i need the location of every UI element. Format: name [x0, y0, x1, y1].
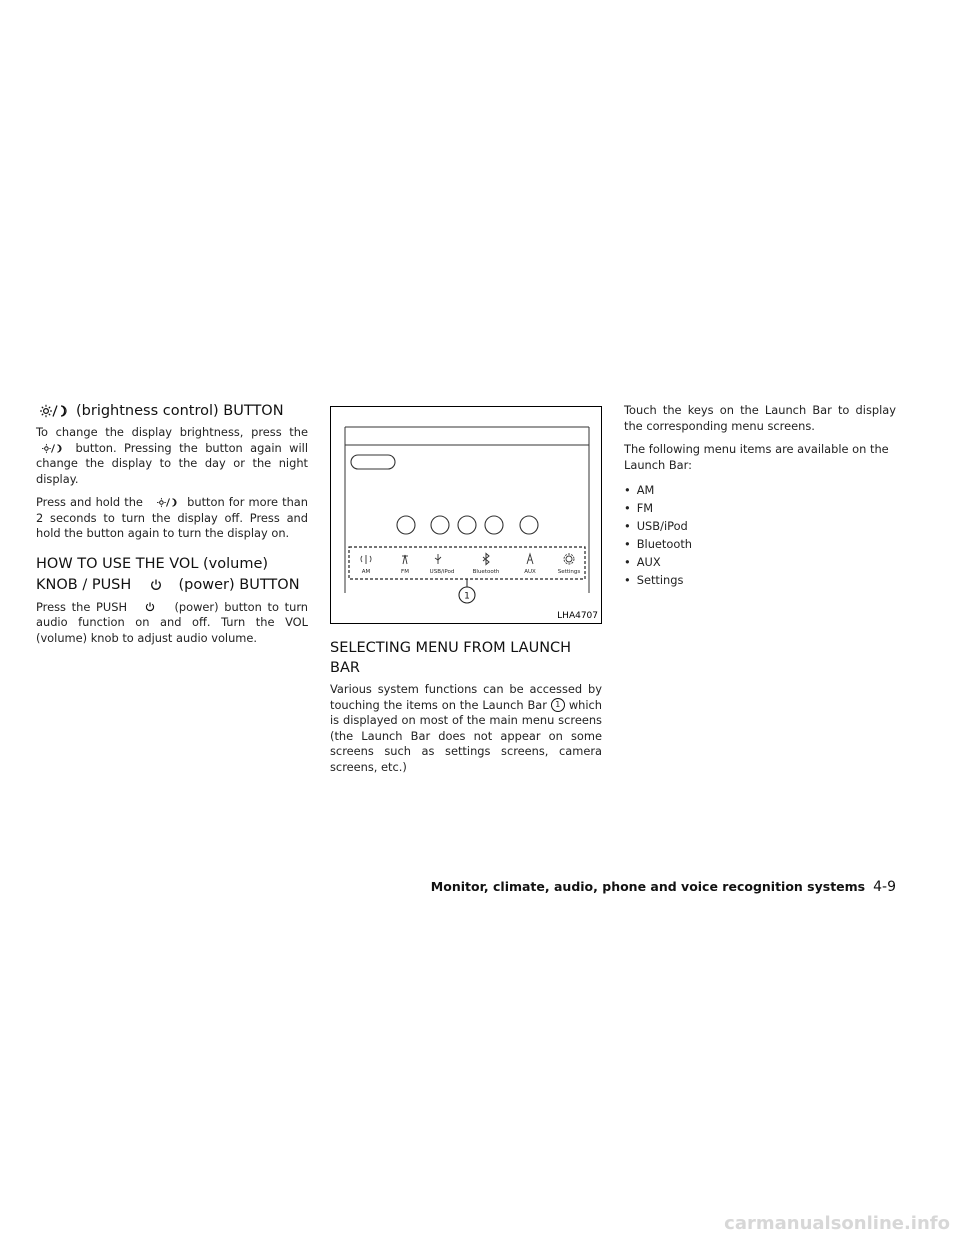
launch-bar-figure [330, 406, 602, 624]
launch-item-bluetooth: Bluetooth [472, 569, 500, 575]
brightness-control-icon [157, 497, 179, 508]
settings-gear-icon [564, 554, 574, 564]
launch-item-aux: AUX [524, 569, 536, 575]
figure-code: LHA4707 [557, 611, 598, 621]
list-item: • AM [624, 481, 896, 499]
launch-item-am: AM [361, 569, 371, 575]
page-footer [420, 876, 896, 895]
callout-marker: 1 [551, 698, 565, 712]
screen-circle-2 [431, 516, 449, 534]
usb-icon [435, 554, 441, 564]
screen-pill-button [351, 455, 395, 469]
launch-item-fm: FM [401, 569, 409, 575]
left-column [36, 400, 308, 654]
callout-number: 1 [464, 591, 470, 602]
power-icon [145, 602, 155, 612]
bluetooth-icon [483, 554, 489, 565]
aux-icon [527, 554, 533, 564]
right-column [624, 400, 896, 589]
power-icon [150, 579, 162, 591]
section-title: Monitor, climate, audio, phone and voice recognition systems [430, 879, 866, 894]
brightness-control-icon [40, 404, 70, 418]
vol-paragraph: Press the PUSH (power) button to turn audio function on and off. Turn the VOL (volume) knob to adjust audio volume. [36, 599, 309, 645]
antenna-icon [361, 555, 371, 564]
brightness-paragraph-1: To change the display brightness, press the button. Pressing the button again will change the display to the day or the night display. [36, 425, 308, 486]
screen-circle-1 [397, 516, 415, 534]
launch-item-settings: Settings [557, 569, 581, 575]
watermark: carmanualsonline.info [724, 1213, 950, 1234]
launch-item-usb-ipod: USB/iPod [429, 569, 455, 575]
launch-bar-dashed-box [349, 547, 585, 579]
menu-items-list [624, 481, 896, 589]
brightness-control-icon [42, 443, 64, 454]
list-item: • Settings [624, 571, 896, 589]
launch-keys-paragraph: Touch the keys on the Launch Bar to display the corresponding menu screens. [624, 403, 896, 433]
menu-items-intro: The following menu items are available on the Launch Bar: [624, 442, 889, 472]
list-item: • USB/iPod [624, 517, 896, 535]
launch-bar-illustration [331, 407, 602, 624]
page-number: 4-9 [873, 879, 896, 895]
list-item: • Bluetooth [624, 535, 896, 553]
fm-antenna-icon [402, 555, 408, 564]
screen-circle-5 [520, 516, 538, 534]
vol-heading: HOW TO USE THE VOL (volume) KNOB / PUSH (power) BUTTON [36, 555, 300, 593]
list-item: • FM [624, 499, 896, 517]
middle-column [330, 400, 602, 783]
brightness-paragraph-2: Press and hold the button for more than 2 seconds to turn the display off. Press and hold the button again to turn the display on. [36, 495, 308, 540]
launch-paragraph: Various system functions can be accessed by touching the items on the Launch Bar 1 which is displayed on most of the main menu screens (the Launch Bar does not appear on some screens such as settings screens, camera screens, etc.) [330, 682, 602, 774]
brightness-heading-text: (brightness control) BUTTON [76, 403, 284, 419]
screen-circle-3 [458, 516, 476, 534]
brightness-heading [36, 400, 308, 422]
launch-heading: SELECTING MENU FROM LAUNCH BAR [330, 640, 572, 676]
screen-circle-4 [485, 516, 503, 534]
list-item: • AUX [624, 553, 896, 571]
